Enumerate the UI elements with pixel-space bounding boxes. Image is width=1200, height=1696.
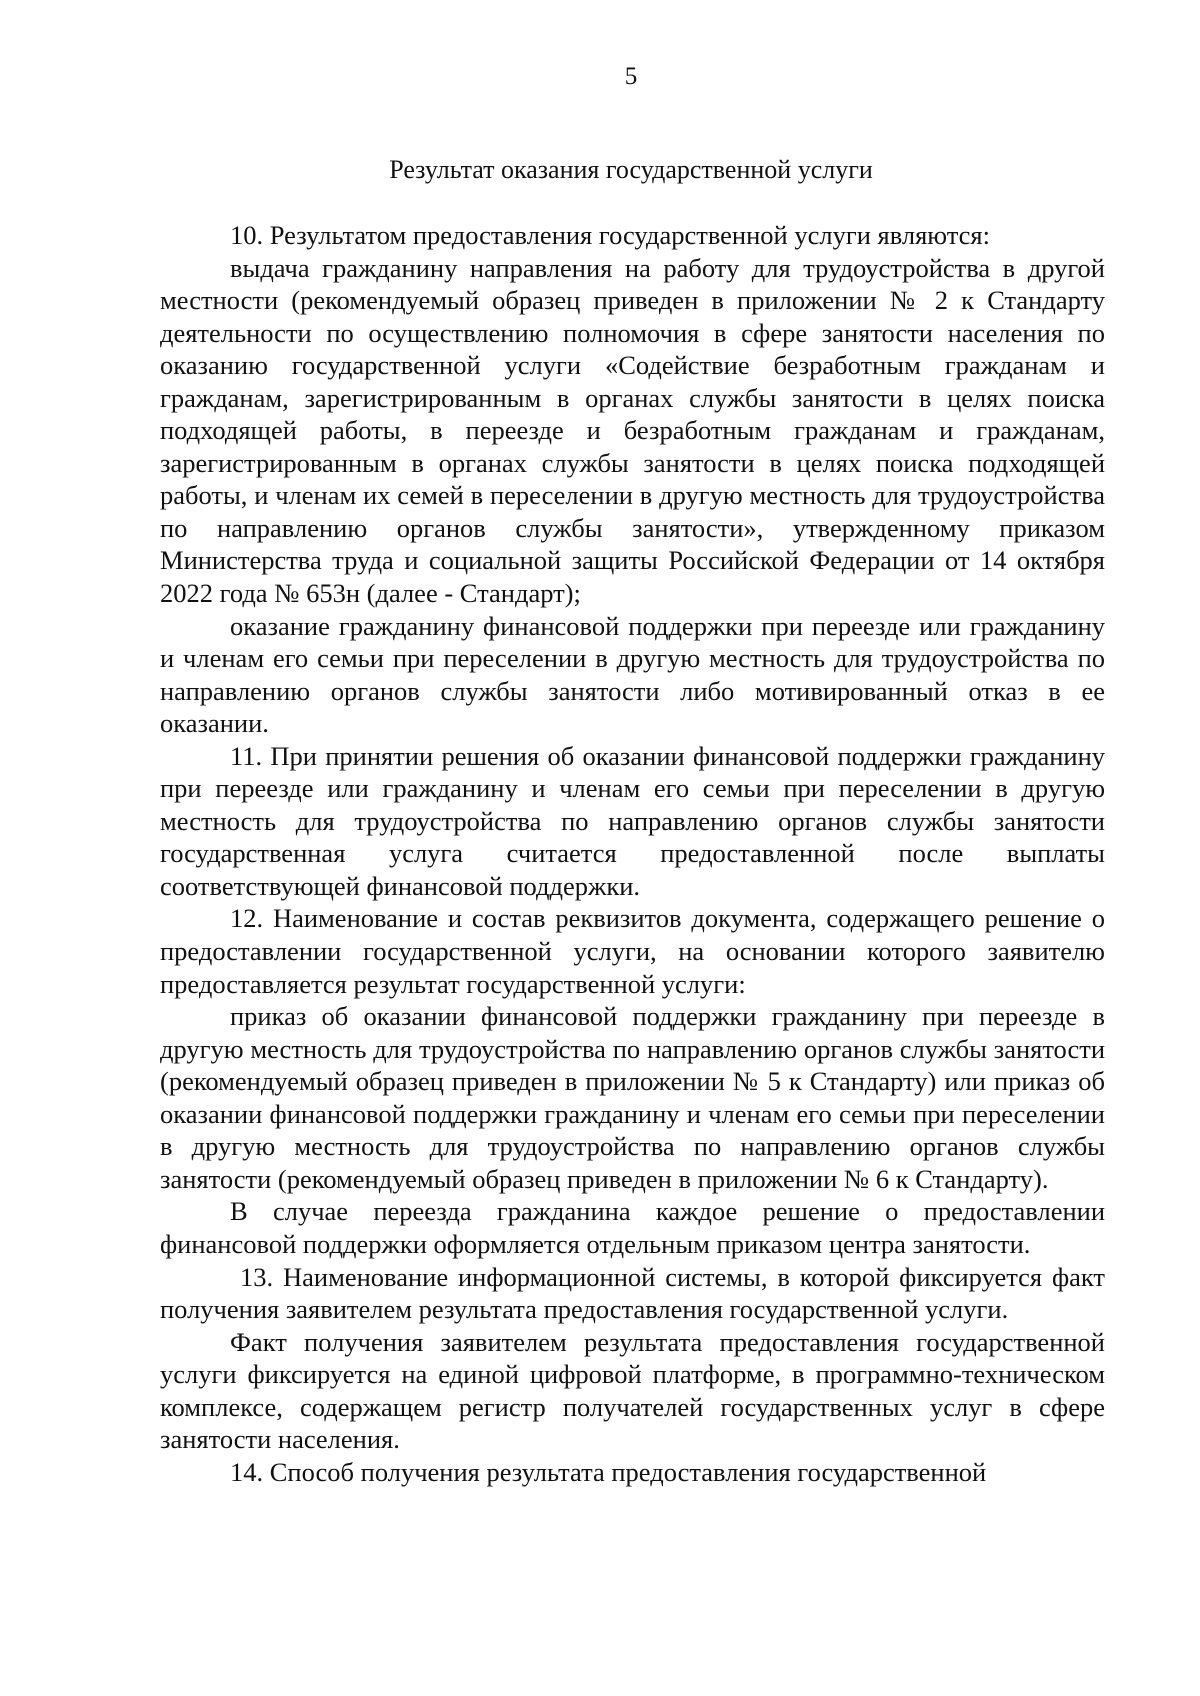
- paragraph-13-item: Факт получения заявителем результата предоставления государственной услуги фиксируется на единой цифровой платформе, в программно-техническом комплексе, содержащем регистр получателей государственных услуг в сфере занятости населения.: [160, 1326, 1105, 1455]
- paragraph-12-note: В случае переезда гражданина каждое решение о предоставлении финансовой поддержки оформляется отдельным приказом центра занятости.: [160, 1196, 1105, 1259]
- section-title: Результат оказания государственной услуги: [389, 155, 873, 184]
- paragraph-12-item: приказ об оказании финансовой поддержки гражданину при переезде в другую местность для трудоустройства по направлению органов службы занятости (рекомендуемый образец приведен в приложении № 5 к Стандарту) или приказ об оказании финансовой поддержки гражданину и членам его семьи при переселении в другую местность для трудоустройства по направлению органов службы занятости (рекомендуемый образец приведен в приложении № 6 к Стандарту).: [160, 1001, 1105, 1194]
- document-body: [160, 219, 1105, 1488]
- paragraph-10: 10. Результатом предоставления государственной услуги являются:: [230, 220, 990, 250]
- paragraph-14: 14. Способ получения результата предоставления государственной: [230, 1456, 987, 1487]
- paragraph-11: 11. При принятии решения об оказании финансовой поддержки гражданину при переезде или гражданину и членам его семьи при переселении в другую местность для трудоустройства по направлению органов службы занятости государственная услуга считается предоставленной после выплаты соответствующей финансовой поддержки.: [160, 740, 1105, 901]
- page-number: 5: [624, 63, 638, 90]
- paragraph-10-item-1: выдача гражданину направления на работу для трудоустройства в другой местности (рекомендуемый образец приведен в приложении № 2 к Стандарту деятельности по осуществлению полномочия в сфере занятости населения по оказанию государственной услуги «Содействие безработным гражданам и гражданам, зарегистрированным в органах службы занятости в целях поиска подходящей работы, в переезде и безработным гражданам и гражданам, зарегистрированным в органах службы занятости в целях поиска подходящей работы, и членам их семей в переселении в другую местность для трудоустройства по направлению органов службы занятости», утвержденному приказом Министерства труда и социальной защиты Российской Федерации от 14 октября 2022 года № 653н (далее - Стандарт);: [160, 252, 1105, 609]
- paragraph-10-item-2: оказание гражданину финансовой поддержки при переезде или гражданину и членам его семьи при переселении в другую местность для трудоустройства по направлению органов службы занятости либо мотивированный отказ в ее оказании.: [160, 610, 1105, 739]
- paragraph-12: 12. Наименование и состав реквизитов документа, содержащего решение о предоставлении государственной услуги, на основании которого заявителю предоставляется результат государственной услуги:: [160, 903, 1105, 999]
- paragraph-13: 13. Наименование информационной системы, в которой фиксируется факт получения заявителем результата предоставления государственной услуги.: [160, 1261, 1105, 1325]
